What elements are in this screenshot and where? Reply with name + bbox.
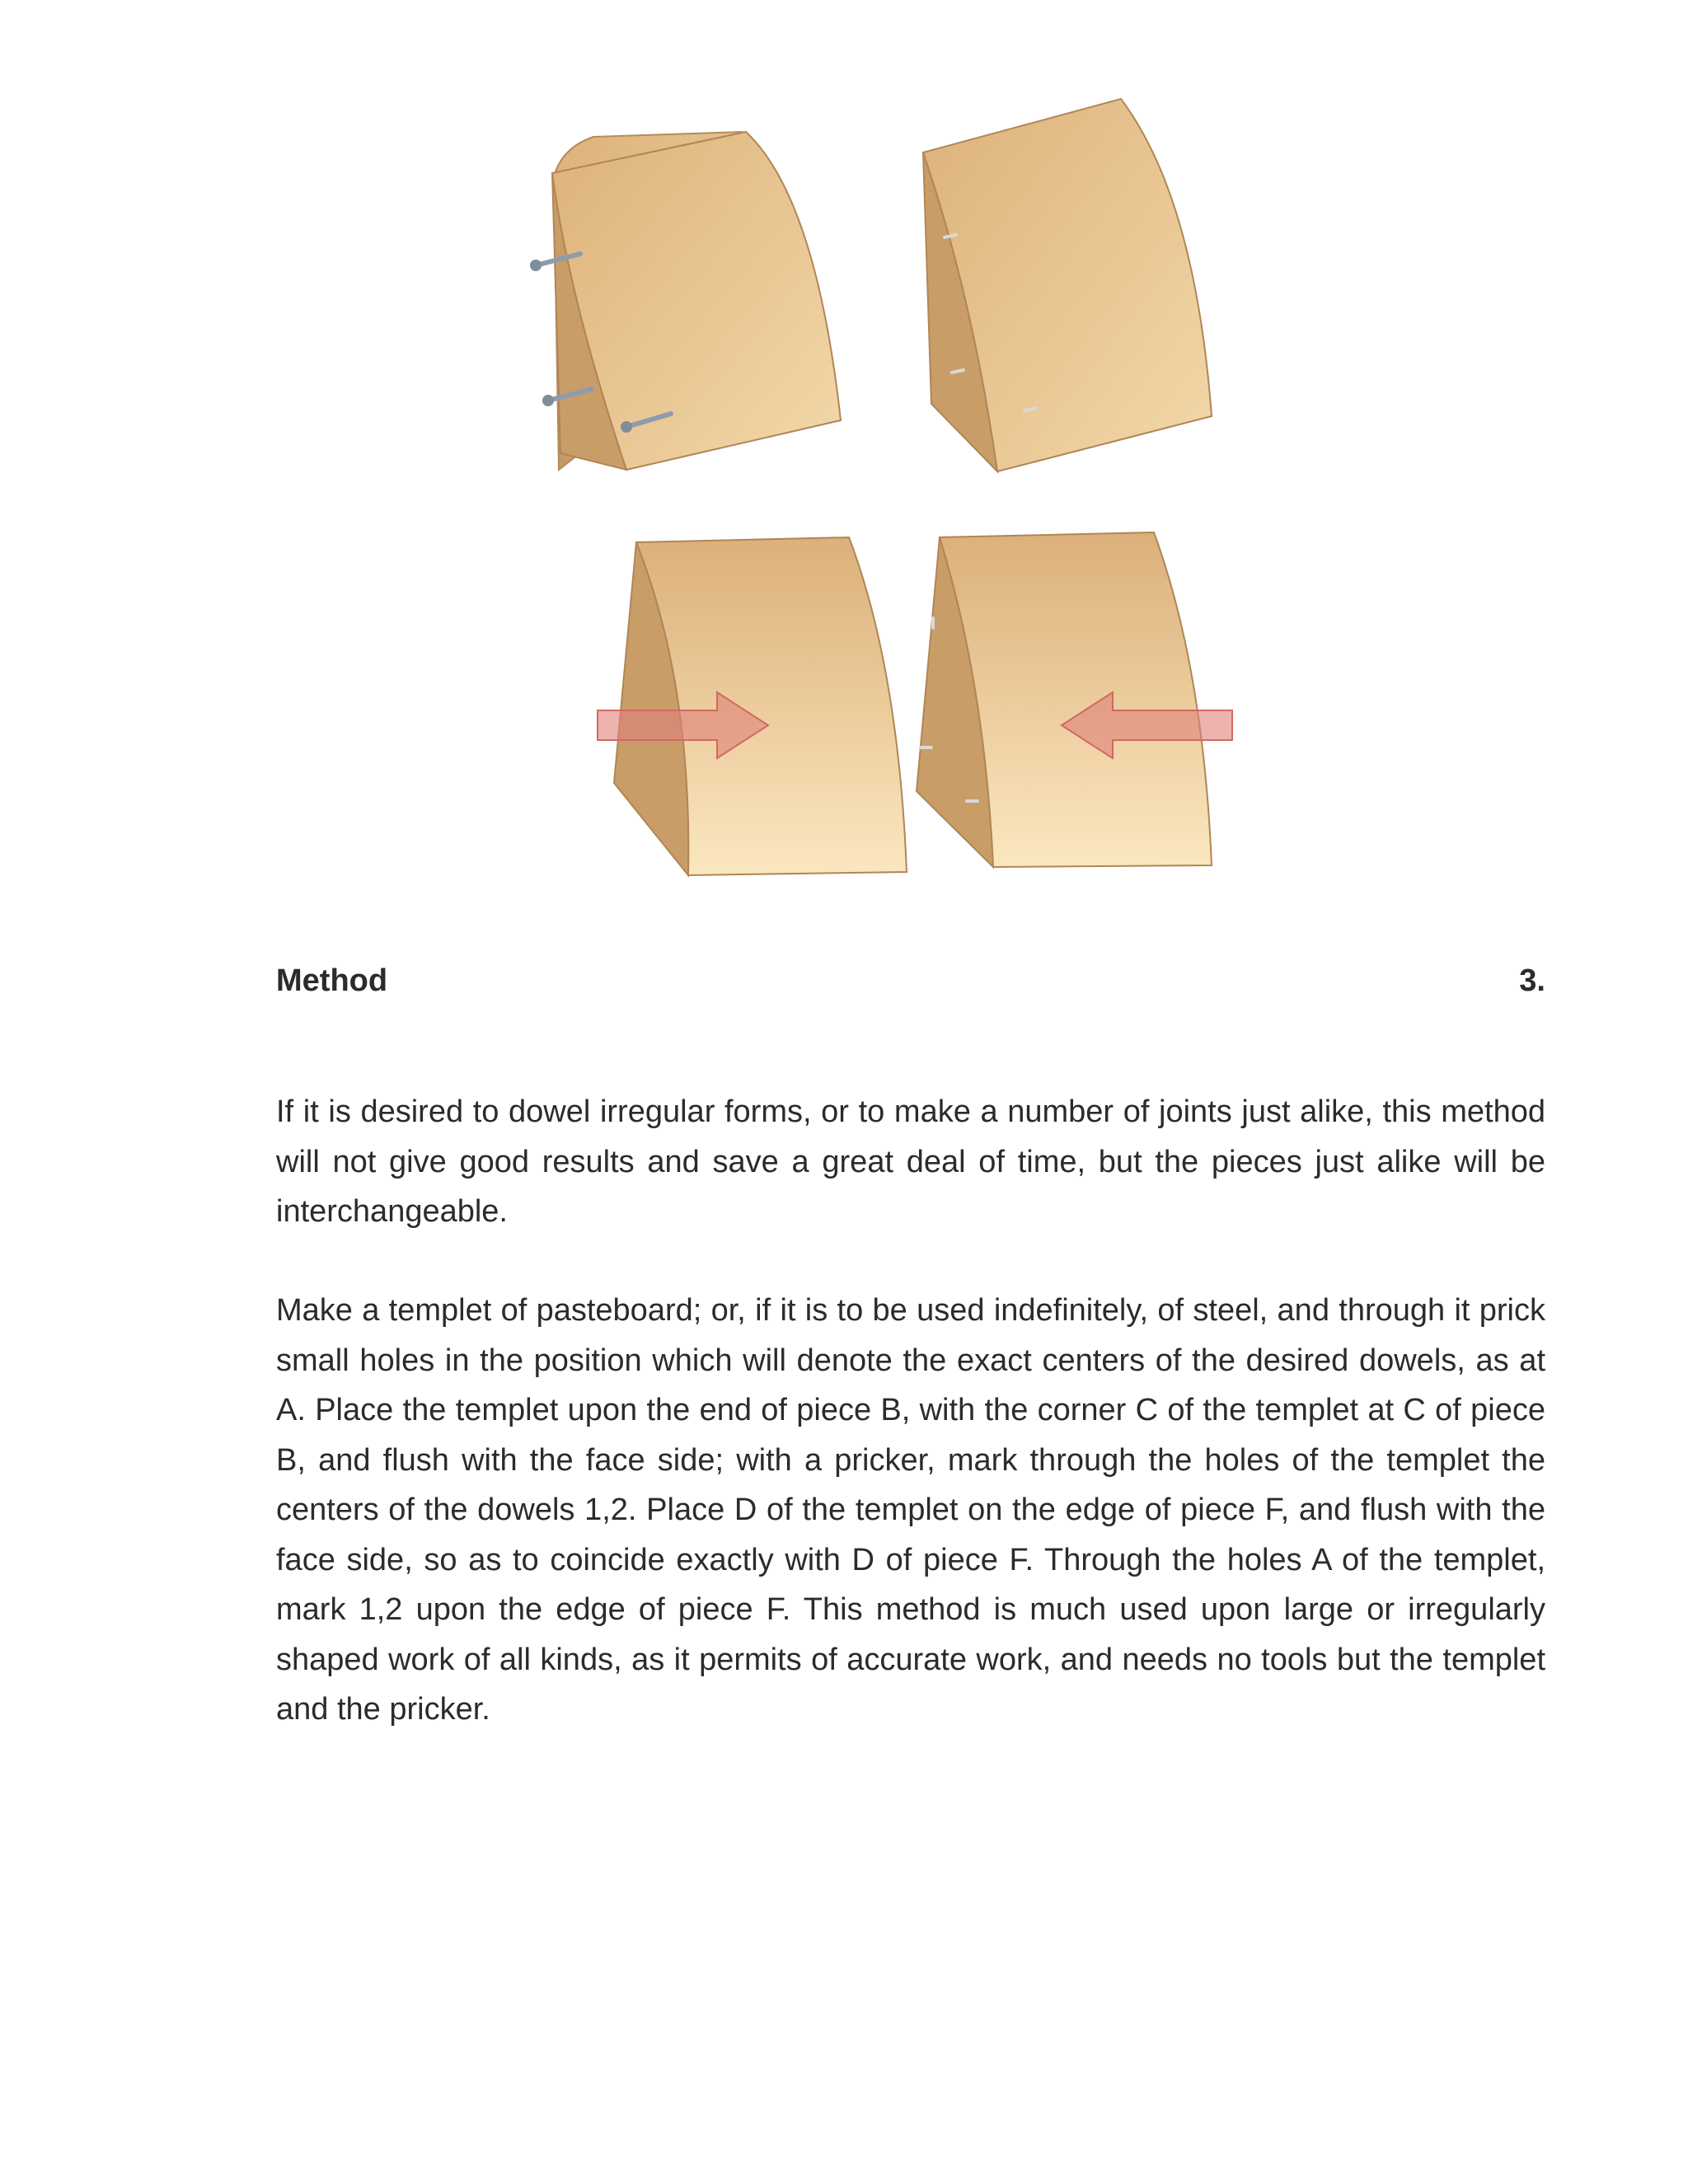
section-heading (276, 956, 1545, 1005)
section-title: Method (276, 963, 388, 998)
paragraph-intro: If it is desired to dowel irregular forms, or to make a number of joints just alike, this method will not give good results and save a great deal of time, but the pieces just alike will be interchangeable. (276, 1094, 1545, 1229)
paragraph-instructions: Make a templet of pasteboard; or, if it is to be used indefinitely, of steel, and through it prick small holes in the position which will denote the exact centers of the desired dowels, as at A. Place the templet upon the end of piece B, with the corner C of the templet at C of piece B, and flush with the face side; with a pricker, mark through the holes of the templet the centers of the dowels 1,2. Place D of the templet on the edge of piece F, and flush with the face side, so as to coincide exactly with D of piece F. Through the holes A of the templet, mark 1,2 upon the edge of piece F. This method is much used upon large or irregularly shaped work of all kinds, as it permits of accurate work, and needs no tools but the templet and the pricker. (276, 1293, 1545, 1727)
block-d (917, 532, 1212, 867)
section-number: 3. (1519, 963, 1545, 998)
block-a (552, 132, 841, 470)
wood-block-illustration (511, 91, 1302, 915)
block-b (923, 99, 1212, 471)
block-c (614, 537, 907, 875)
